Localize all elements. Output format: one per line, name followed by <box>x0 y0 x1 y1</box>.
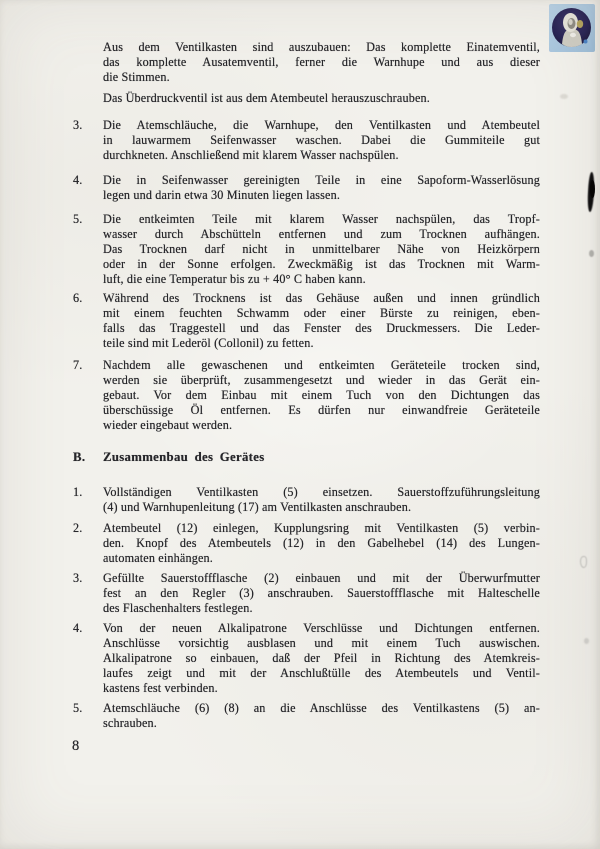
text-line: Das Überdruckventil ist aus dem Atembeutel herauszuschrauben. <box>103 91 430 105</box>
item-text <box>103 291 540 351</box>
page-number: 8 <box>72 738 80 754</box>
text-line: den. Knopf des Atembeutels (12) in den Gabelhebel (14) des Lungen- <box>103 536 540 550</box>
text-line: falls das Traggestell und das Fenster des Druckmessers. Die Leder- <box>103 321 540 335</box>
diver-emblem-icon <box>549 4 595 52</box>
ink-smudge <box>560 94 568 99</box>
publisher-stamp <box>549 4 595 52</box>
item-number: 4. <box>73 173 83 187</box>
list-item <box>73 118 540 163</box>
list-item <box>73 291 540 351</box>
list-item <box>73 212 540 287</box>
item-text <box>103 571 540 616</box>
list-item <box>73 358 540 433</box>
ink-smudge <box>589 250 594 257</box>
text-line: Aus dem Ventilkasten sind auszubauen: Das komplette Einatemventil, <box>103 40 540 54</box>
text-line: Während des Trocknens ist das Gehäuse außen und innen gründlich <box>103 291 540 305</box>
list-item <box>73 621 540 696</box>
text-line: wasser durch Abschütteln entfernen und zum Trocknen aufhängen. <box>103 227 540 241</box>
text-line: Alkalipatrone so einbauen, daß der Pfeil in Richtung des Atemkreis- <box>103 651 540 665</box>
text-line: Nachdem alle gewaschenen und entkeimten Geräteteile trocken sind, <box>103 358 540 372</box>
text-line: Atemschläuche (6) (8) an die Anschlüsse des Ventilkastens (5) an- <box>103 701 540 715</box>
item-number: 3. <box>73 571 83 585</box>
text-line: (4) und Warnhupenleitung (17) am Ventilkasten anschrauben. <box>103 500 412 514</box>
text-line: wieder eingebaut werden. <box>103 418 233 432</box>
text-line: Die entkeimten Teile mit klarem Wasser nachspülen, das Tropf- <box>103 212 540 226</box>
text-line: laufes zeigt und mit der Anschlußtülle des Atembeutels und Ventil- <box>103 666 540 680</box>
ink-smudge <box>580 556 587 568</box>
text-line: überschüssige Öl entfernen. Es dürfen nur einwandfreie Geräteteile <box>103 403 540 417</box>
paragraph <box>103 91 540 106</box>
text-line: in lauwarmem Seifenwasser waschen. Dabei die Gummiteile gut <box>103 133 540 147</box>
text-line: gebaut. Vor dem Einbau mit einem Tuch von den Dichtungen das <box>103 388 540 402</box>
text-line: schrauben. <box>103 716 157 730</box>
text-line: Von der neuen Alkalipatrone Verschlüsse und Dichtungen entfernen. <box>103 621 540 635</box>
item-number: 2. <box>73 521 83 535</box>
text-line: luft, die eine Temperatur bis zu + 40° C haben kann. <box>103 272 366 286</box>
text-line: fest an den Regler (3) anschrauben. Sauerstoffflasche mit Halteschelle <box>103 586 540 600</box>
item-text <box>103 621 540 696</box>
item-number: 4. <box>73 621 83 635</box>
text-line: mit einem feuchten Schwamm oder einer Bürste zu reinigen, eben- <box>103 306 540 320</box>
text-line: kastens fest verbinden. <box>103 681 218 695</box>
ink-smudge <box>587 172 595 212</box>
text-line: Die in Seifenwasser gereinigten Teile in eine Sapoform-Wasserlösung <box>103 173 540 187</box>
section-letter: B. <box>73 450 86 464</box>
item-text <box>103 485 540 515</box>
item-number: 5. <box>73 212 83 226</box>
list-item <box>73 173 540 203</box>
item-text <box>103 358 540 433</box>
item-number: 1. <box>73 485 83 499</box>
ink-smudge <box>584 638 589 644</box>
text-line: automaten einhängen. <box>103 551 213 565</box>
list-item <box>73 571 540 616</box>
paragraph <box>103 40 540 85</box>
text-line: teile sind mit Lederöl (Collonil) zu fetten. <box>103 336 314 350</box>
text-line: Atembeutel (12) einlegen, Kupplungsring mit Ventilkasten (5) verbin- <box>103 521 540 535</box>
section-heading <box>73 450 540 465</box>
item-text <box>103 521 540 566</box>
text-line: das komplette Ausatemventil, ferner die Warnhupe und aus dieser <box>103 55 540 69</box>
text-line: Gefüllte Sauerstoffflasche (2) einbauen und mit der Überwurfmutter <box>103 571 540 585</box>
item-text <box>103 173 540 203</box>
item-text <box>103 701 540 731</box>
item-text <box>103 212 540 287</box>
item-number: 5. <box>73 701 83 715</box>
text-line: legen und darin etwa 30 Minuten liegen lassen. <box>103 188 341 202</box>
item-text <box>103 118 540 163</box>
list-item <box>73 485 540 515</box>
list-item <box>73 701 540 731</box>
text-line: des Flaschenhalters festlegen. <box>103 601 253 615</box>
text-line: durchkneten. Anschließend mit klarem Wasser nachspülen. <box>103 148 399 162</box>
text-line: oder in der Sonne erfolgen. Zweckmäßig ist das Trocknen mit Warm- <box>103 257 540 271</box>
page-content <box>73 0 540 731</box>
text-line: Anschlüsse vorsichtig ausblasen und mit einem Tuch auswischen. <box>103 636 540 650</box>
text-line: Die Atemschläuche, die Warnhupe, den Ventilkasten und Atembeutel <box>103 118 540 132</box>
list-item <box>73 521 540 566</box>
item-number: 6. <box>73 291 83 305</box>
text-line: Das Trocknen darf nicht in unmittelbarer Nähe von Heizkörpern <box>103 242 540 256</box>
item-number: 7. <box>73 358 83 372</box>
text-line: werden sie überprüft, zusammengesetzt und wieder in das Gerät ein- <box>103 373 540 387</box>
text-line: Vollständigen Ventilkasten (5) einsetzen. Sauerstoffzuführungsleitung <box>103 485 540 499</box>
text-line: die Stimmen. <box>103 70 170 84</box>
item-number: 3. <box>73 118 83 132</box>
section-heading-text: Zusammenbau des Gerätes <box>103 450 265 464</box>
ink-smudge <box>590 180 595 198</box>
